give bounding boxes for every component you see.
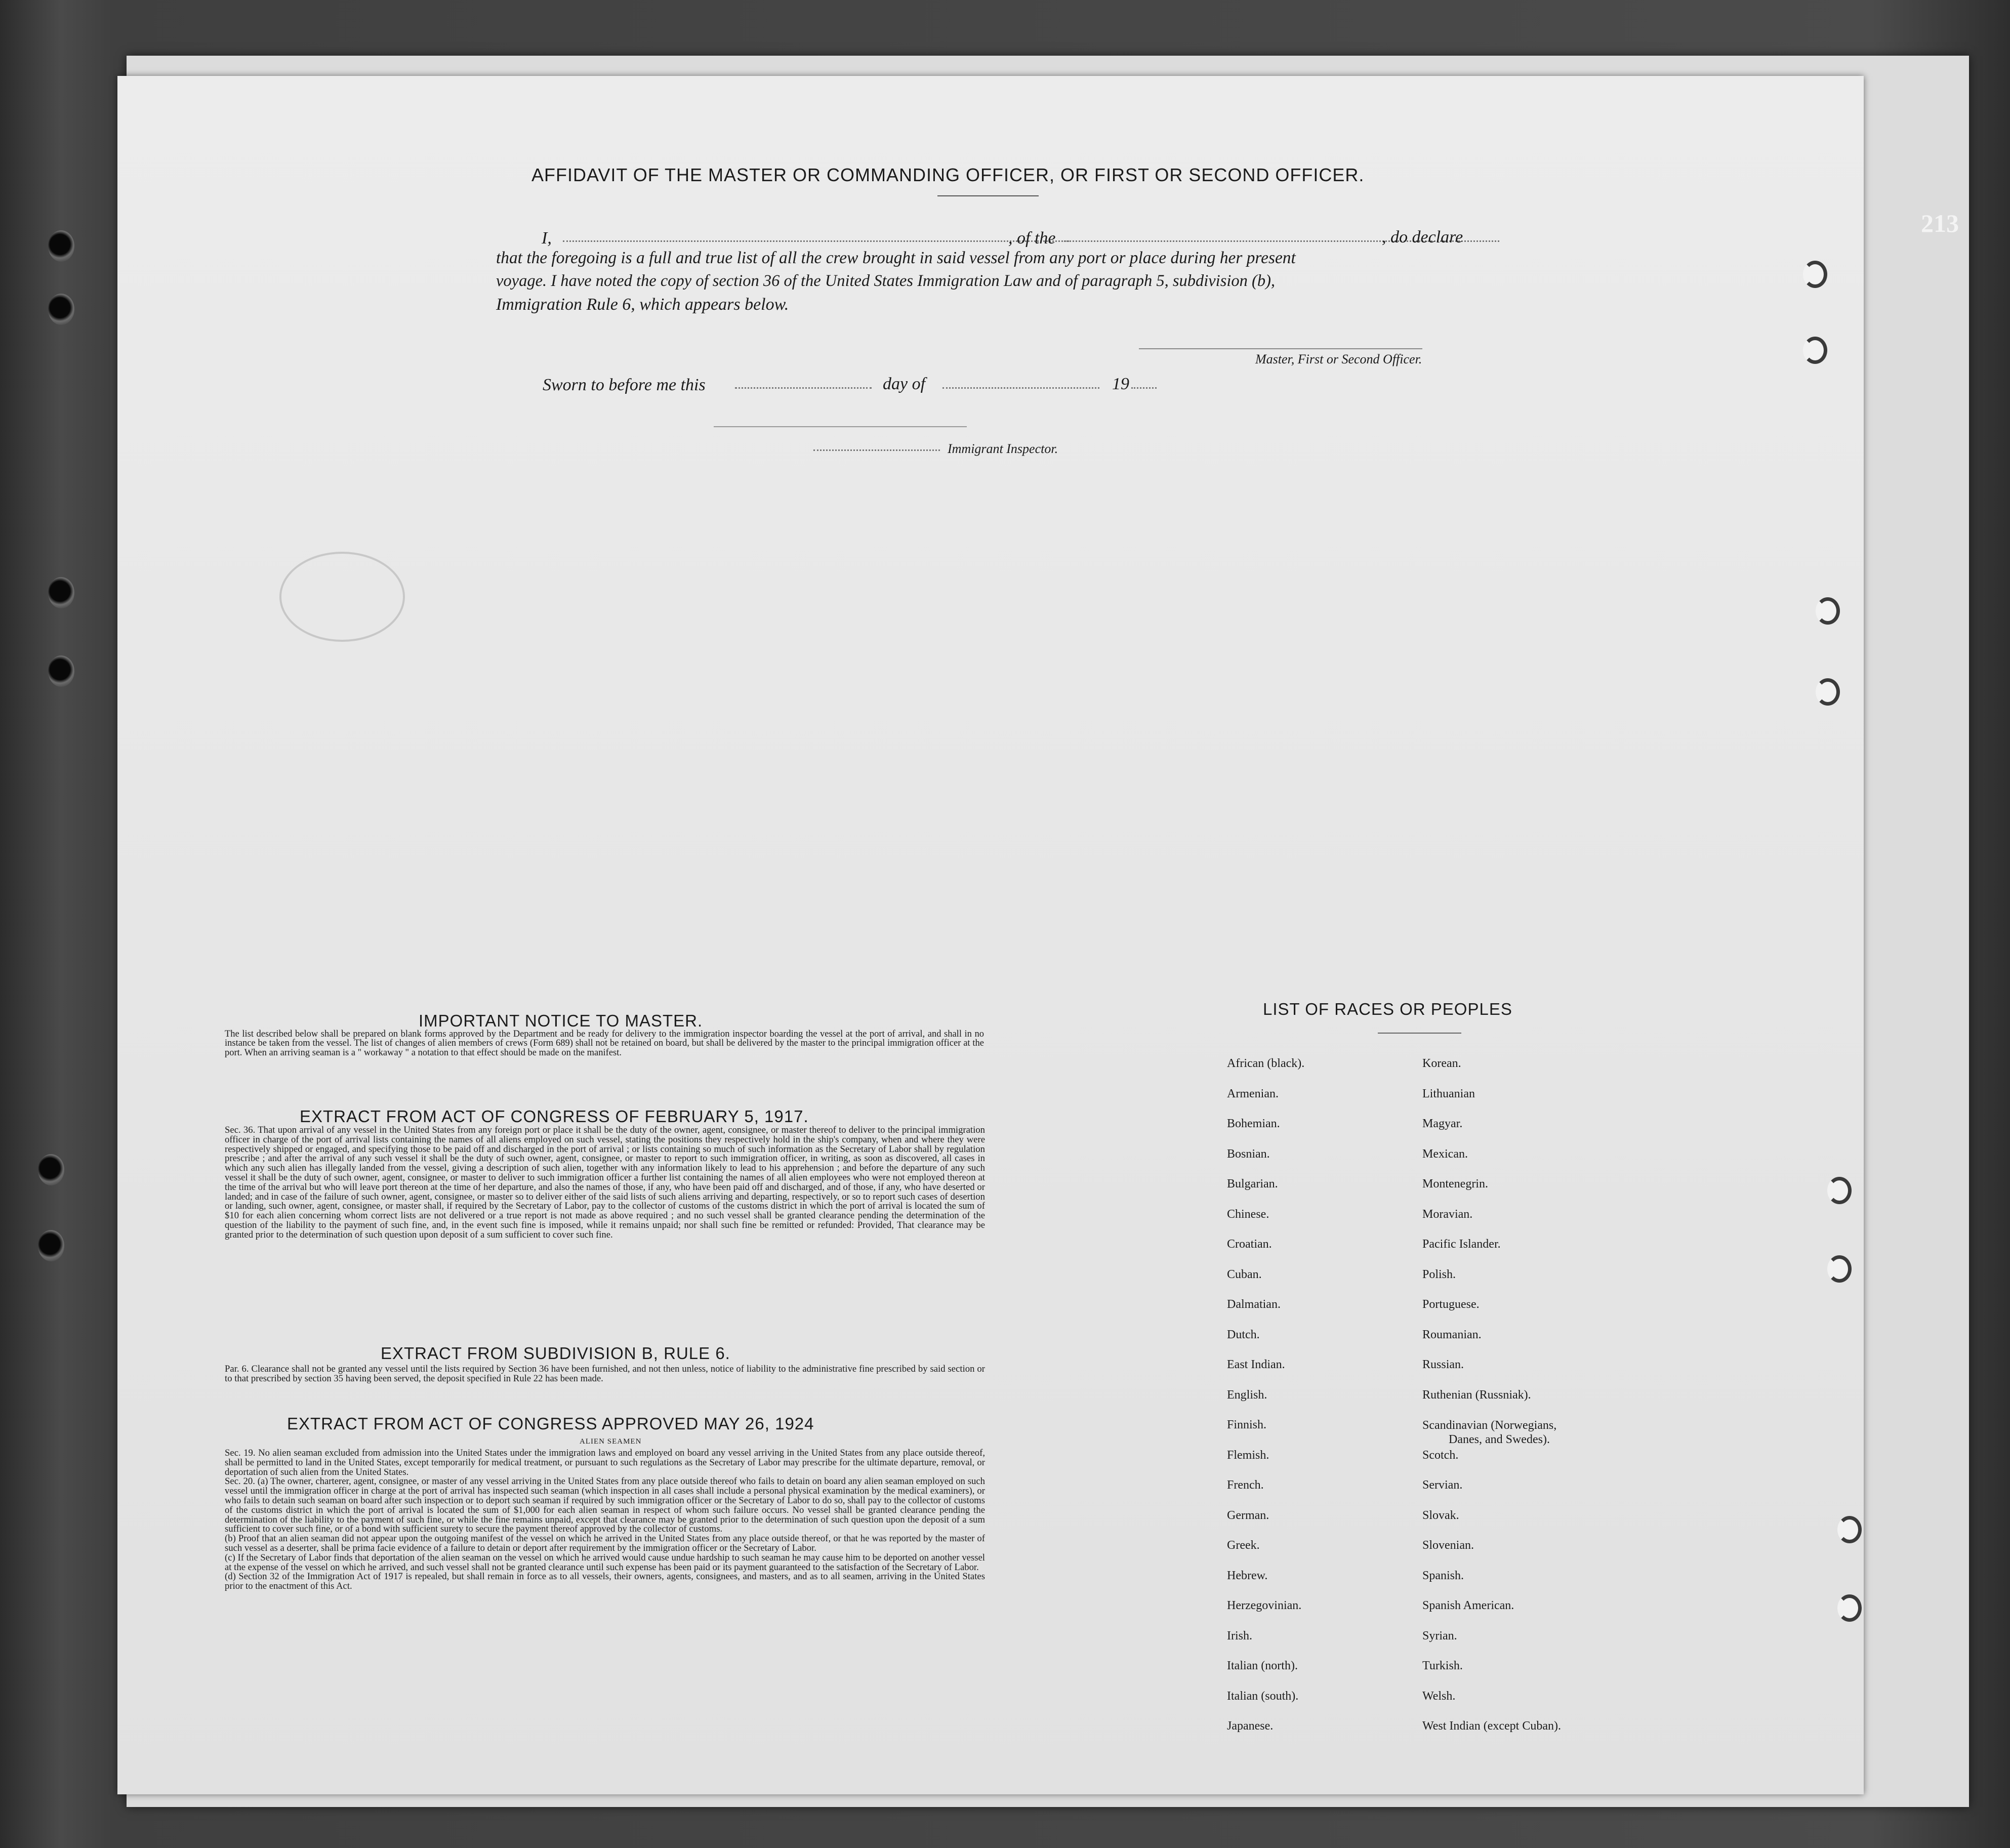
race-item: French. — [1227, 1479, 1264, 1492]
race-item: Japanese. — [1227, 1719, 1274, 1733]
race-item: Dalmatian. — [1227, 1298, 1281, 1311]
race-item: Dutch. — [1227, 1328, 1260, 1341]
binder-hole — [48, 294, 74, 325]
race-item: Korean. — [1422, 1057, 1461, 1070]
extract-1924-title: EXTRACT FROM ACT OF CONGRESS APPROVED MAY 26, 1924 — [287, 1414, 814, 1433]
binder-ring — [1827, 1255, 1852, 1283]
inspector-signature-label: Immigrant Inspector. — [948, 441, 1058, 456]
of-the-label: , of the — [1008, 229, 1056, 248]
affidavit-line-3: Immigration Rule 6, which appears below. — [496, 295, 789, 314]
race-item: Spanish American. — [1422, 1599, 1514, 1612]
do-declare-label: , do declare — [1382, 228, 1463, 247]
inspector-signature-field[interactable] — [813, 449, 940, 451]
race-item: Pacific Islander. — [1422, 1238, 1501, 1251]
page-number: 213 — [1921, 209, 1959, 237]
extract-1917-body: Sec. 36. That upon arrival of any vessel in the United States from any foreign port or place it shall be the duty of the owner, agent, consignee, or master thereof to deliver to the principal immigration officer in charge of the port of arrival lists containing the names of all aliens employed on such vessel, stating the positions they respectively hold in the ship's company, when and where they were respectively shipped or engaged, and specifying those to be paid off and discharged in the port of arrival ; or lists containing so much of such information as the Secretary of Labor shall by regulation prescribe ; and after the arrival of any such vessel it shall be the duty of such owner, agent, consignee, or master to report to such immigration officer, in writing, as soon as discovered, all cases in which any such alien has illegally landed from the vessel, giving a description of such alien, together with any information likely to lead to his apprehension ; and before the departure of any such vessel it shall be the duty of such owner, agent, consignee, or master to deliver to such immigration officer a further list containing the names of all alien employees who were not employed thereon at the time of the arrival but who will leave port thereon at the time of her departure, and also the names of those, if any, who have been paid off and discharged, and of those, if any, who have deserted or landed; and in case of the failure of such owner, agent, consignee, or master so to deliver either of the said lists of such aliens arriving and departing, respectively, or so to report such cases of desertion or landing, such owner, agent, consignee, or master shall, if required by the Secretary of Labor, pay to the collector of customs of the customs district in which the port of arrival is located the sum of $10 for each alien concerning whom correct lists are not delivered or a true report is not made as above required ; and no such vessel shall be granted clearance pending the determination of the question of the liability to the payment of such fine, and, in the event such fine is imposed, while it remains unpaid; nor shall such fine be remitted or refunded: Provided, That clearance may be granted prior to the determination of such question upon deposit of a sum sufficient to cover such fine. — [225, 1125, 985, 1240]
binder-hole — [38, 1154, 64, 1185]
sworn-year-field[interactable] — [1131, 387, 1157, 389]
race-item: Greek. — [1227, 1539, 1260, 1552]
master-signature-label: Master, First or Second Officer. — [1255, 352, 1422, 366]
race-item: Syrian. — [1422, 1629, 1457, 1642]
race-item: Scandinavian (Norwegians, Danes, and Swedes). — [1422, 1419, 1557, 1446]
race-item: Roumanian. — [1422, 1328, 1482, 1341]
race-item: English. — [1227, 1388, 1267, 1402]
binder-ring — [1803, 337, 1827, 364]
affidavit-line-1: that the foregoing is a full and true list of all the crew brought in said vessel from any port or place during her present — [496, 249, 1296, 267]
sworn-month-field[interactable] — [942, 387, 1099, 389]
race-item: West Indian (except Cuban). — [1422, 1719, 1561, 1733]
race-item: German. — [1227, 1508, 1269, 1522]
race-item: Moravian. — [1422, 1207, 1473, 1221]
race-item: Armenian. — [1227, 1087, 1279, 1100]
binder-hole — [38, 1230, 64, 1261]
race-item: Cuban. — [1227, 1267, 1262, 1281]
affidavit-title: AFFIDAVIT OF THE MASTER OR COMMANDING OFFICER, OR FIRST OR SECOND OFFICER. — [531, 165, 1365, 185]
master-signature-line — [1139, 348, 1422, 349]
notice-title: IMPORTANT NOTICE TO MASTER. — [419, 1011, 703, 1030]
extract-1917-title: EXTRACT FROM ACT OF CONGRESS OF FEBRUARY 5, 1917. — [300, 1107, 809, 1126]
extract-rule6-body: Par. 6. Clearance shall not be granted any vessel until the lists required by Section 36 have been furnished, and not then unless, notice of liability to the administrative fine prescribed by said section or to that prescribed by section 35 having been served, the deposit specified in Rule 22 has been made. — [225, 1364, 985, 1384]
race-item: Polish. — [1422, 1267, 1456, 1281]
binder-hole — [48, 230, 74, 262]
race-item: Hebrew. — [1227, 1569, 1268, 1582]
binder-ring — [1816, 678, 1840, 706]
binder-ring — [1803, 261, 1827, 288]
binder-ring — [1827, 1177, 1852, 1204]
race-item: Italian (north). — [1227, 1659, 1298, 1672]
extract-1924-subtitle: ALIEN SEAMEN — [580, 1438, 642, 1446]
race-item: Slovak. — [1422, 1508, 1459, 1522]
race-item: Irish. — [1227, 1629, 1252, 1642]
race-item: Welsh. — [1422, 1689, 1456, 1703]
race-item: Chinese. — [1227, 1207, 1269, 1221]
race-item: Turkish. — [1422, 1659, 1463, 1672]
race-item: Italian (south). — [1227, 1689, 1299, 1703]
extract-rule6-title: EXTRACT FROM SUBDIVISION B, RULE 6. — [381, 1344, 730, 1363]
faded-stamp — [279, 552, 405, 642]
affidavit-page — [117, 76, 1864, 1794]
binder-ring — [1816, 597, 1840, 625]
declarant-name-field[interactable] — [563, 240, 1069, 242]
race-item: Bulgarian. — [1227, 1177, 1278, 1190]
race-item: Ruthenian (Russniak). — [1422, 1388, 1531, 1402]
races-title: LIST OF RACES OR PEOPLES — [1263, 1000, 1512, 1018]
extract-1924-body: Sec. 19. No alien seaman excluded from admission into the United States under the immigration laws and employed on board any vessel arriving in the United States from any place outside thereof, shall be permitted to land in the United States, except temporarily for medical treatment, or pursuant to such regulations as the Secretary of Labor may prescribe for the ultimate departure, removal, or deportation of such alien from the United States. Sec. 20. (a) The owner, charterer, agent, consignee, or master of any vessel arriving in the United States from any place outside thereof who fails to detain on board any alien seaman employed on such vessel until the immigration officer in charge at the port of arrival has inspected such seaman (which inspection in all cases shall include a personal physical examination by the medical examiners), or who fails to detain such seaman on board after such inspection or to deport such seaman if required by such immigration officer or the Secretary of Labor to do so, shall pay to the collector of customs of the customs district in which the port of arrival is located the sum of $1,000 for each alien seaman in respect of whom such failure occurs. No vessel shall be granted clearance pending the determination of the liability to the payment of such fine, or while the fine remains unpaid, except that clearance may be granted prior to the determination of such question upon the deposit of a sum sufficient to cover such fine, or of a bond with sufficient surety to secure the payment thereof approved by the collector of customs. (b) Proof that an alien seaman did not appear upon the outgoing manifest of the vessel on which he arrived in the United States from any place outside thereof, or that he was reported by the master of such vessel as a deserter, shall be prima facie evidence of a failure to detain or deport after requirement by the immigration officer or the Secretary of Labor. (c) If the Secretary of Labor finds that deportation of the alien seaman on the vessel on which he arrived would cause undue hardship to such seaman he may cause him to be deported on another vessel at the expense of the vessel on which he arrived, and such vessel shall not be granted clearance until such expense has been paid or its payment guaranteed to the satisfaction of the Secretary of Labor. (d) Section 32 of the Immigration Act of 1917 is repealed, but shall remain in force as to all vessels, their owners, agents, consignees, and masters, and as to all seamen, arriving in the United States prior to the enactment of this Act. — [225, 1448, 985, 1592]
declarant-label: I, — [542, 229, 552, 248]
race-item: Herzegovinian. — [1227, 1599, 1302, 1612]
year-prefix: 19 — [1112, 375, 1129, 393]
race-item: Spanish. — [1422, 1569, 1464, 1582]
race-item: Flemish. — [1227, 1448, 1269, 1462]
inspector-line-upper — [714, 426, 967, 427]
binder-ring — [1837, 1516, 1862, 1543]
race-item: Lithuanian — [1422, 1087, 1475, 1100]
race-item: Portuguese. — [1422, 1298, 1480, 1311]
race-item: Finnish. — [1227, 1418, 1267, 1431]
title-underline — [937, 195, 1039, 196]
race-item: Servian. — [1422, 1479, 1463, 1492]
sworn-day-field[interactable] — [735, 387, 872, 389]
notice-body: The list described below shall be prepared on blank forms approved by the Department and be ready for delivery to the immigration inspector boarding the vessel at the port of arrival, and shall in no instance be taken from the vessel. The list of changes of alien members of crews (Form 689) shall not be retained on board, but shall be delivered by the master to the principal immigration officer at the port. When an arriving seaman is a " workaway " a notation to that effect should be made on the manifest. — [225, 1029, 984, 1058]
race-item: Bosnian. — [1227, 1147, 1270, 1161]
race-item: Scotch. — [1422, 1448, 1459, 1462]
race-item: African (black). — [1227, 1057, 1305, 1070]
race-item: Slovenian. — [1422, 1539, 1474, 1552]
race-item: Montenegrin. — [1422, 1177, 1488, 1190]
race-item: Russian. — [1422, 1358, 1464, 1371]
binder-ring — [1837, 1594, 1862, 1622]
race-item: Mexican. — [1422, 1147, 1468, 1161]
race-item: Bohemian. — [1227, 1117, 1280, 1130]
race-item: Magyar. — [1422, 1117, 1463, 1130]
race-item: East Indian. — [1227, 1358, 1285, 1371]
sworn-label: Sworn to before me this — [543, 376, 706, 394]
affidavit-line-2: voyage. I have noted the copy of section 36 of the United States Immigration Law and of paragraph 5, subdivision (b), — [496, 272, 1276, 290]
day-of-label: day of — [883, 375, 926, 393]
binder-hole — [48, 655, 74, 687]
race-item: Croatian. — [1227, 1238, 1272, 1251]
binder-hole — [48, 577, 74, 608]
races-title-underline — [1378, 1033, 1461, 1034]
